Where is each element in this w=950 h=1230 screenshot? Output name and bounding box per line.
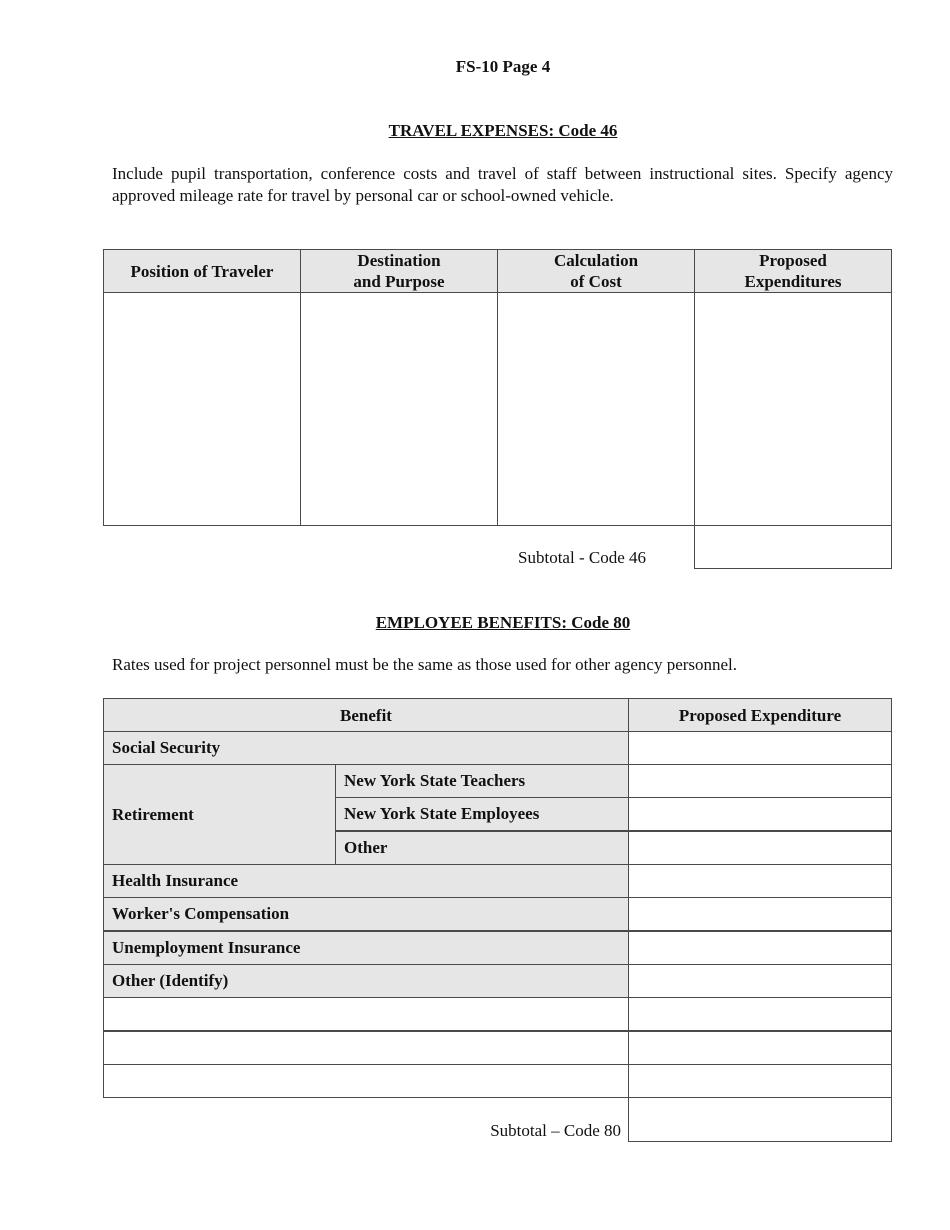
benefits-instructions: Rates used for project personnel must be the same as those used for other agency personnel. (112, 655, 738, 674)
retirement-nys-employees: New York State Employees (335, 797, 629, 831)
retirement-nys-teachers: New York State Teachers (335, 764, 629, 798)
benefit-social-security: Social Security (103, 731, 629, 765)
expenditures-input-area[interactable] (694, 292, 892, 526)
travel-table (103, 249, 892, 569)
benefit-other-identify: Other (Identify) (103, 964, 629, 998)
travel-subtotal-field[interactable] (694, 525, 892, 569)
destination-input-area[interactable] (300, 292, 498, 526)
benefits-subtotal-field[interactable] (628, 1097, 892, 1142)
benefits-table (103, 698, 892, 1143)
col-header-position: Position of Traveler (103, 249, 301, 293)
travel-subtotal-label: Subtotal - Code 46 (518, 548, 646, 567)
benefits-section-title: EMPLOYEE BENEFITS: Code 80 (375, 613, 631, 632)
nys-teachers-field[interactable] (628, 764, 892, 798)
page-header: FS-10 Page 4 (455, 57, 551, 76)
benefit-workers-compensation: Worker's Compensation (103, 897, 629, 931)
col-header-proposed-expenditure: Proposed Expenditure (628, 698, 892, 732)
col-header-destination: Destination and Purpose (300, 249, 498, 293)
other-benefit-amount-1[interactable] (628, 997, 892, 1031)
travel-section-title: TRAVEL EXPENSES: Code 46 (388, 121, 618, 140)
other-benefit-amount-3[interactable] (628, 1064, 892, 1098)
retirement-other-field[interactable] (628, 831, 892, 865)
nys-employees-field[interactable] (628, 797, 892, 831)
social-security-field[interactable] (628, 731, 892, 765)
other-benefit-name-1[interactable] (103, 997, 629, 1031)
other-benefit-amount-2[interactable] (628, 1031, 892, 1065)
other-identify-field[interactable] (628, 964, 892, 998)
benefit-unemployment-insurance: Unemployment Insurance (103, 931, 629, 965)
retirement-other: Other (335, 831, 629, 865)
position-input-area[interactable] (103, 292, 301, 526)
health-insurance-field[interactable] (628, 864, 892, 898)
unemployment-insurance-field[interactable] (628, 931, 892, 965)
calculation-input-area[interactable] (497, 292, 695, 526)
travel-instructions: Include pupil transportation, conference costs and travel of staff between instructional sites. Specify agency approved mileage rate for travel by personal car or school-owned vehicle. (112, 164, 893, 205)
benefit-health-insurance: Health Insurance (103, 864, 629, 898)
benefits-subtotal-label: Subtotal – Code 80 (490, 1121, 621, 1140)
benefit-retirement: Retirement (103, 764, 336, 865)
workers-compensation-field[interactable] (628, 897, 892, 931)
col-header-benefit: Benefit (103, 698, 629, 732)
col-header-expenditures: Proposed Expenditures (694, 249, 892, 293)
other-benefit-name-3[interactable] (103, 1064, 629, 1098)
other-benefit-name-2[interactable] (103, 1031, 629, 1065)
col-header-calculation: Calculation of Cost (497, 249, 695, 293)
